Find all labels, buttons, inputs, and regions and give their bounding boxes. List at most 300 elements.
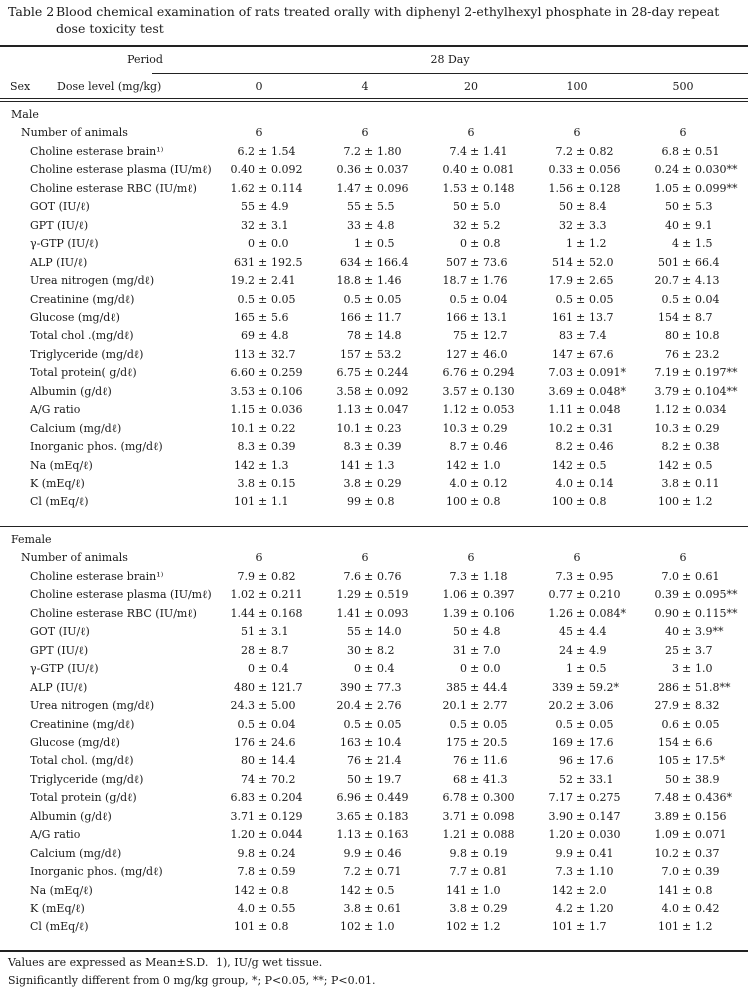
mean-value: 142 xyxy=(552,883,573,897)
plus-minus-sign: ± xyxy=(682,347,692,361)
mean-value: 68 xyxy=(453,772,467,786)
period-value: 28 Day xyxy=(430,53,470,66)
row-label: Na (mEq/ℓ) xyxy=(30,458,93,472)
sd-value: 13.1 xyxy=(483,310,508,324)
mean-value: 9.9 xyxy=(343,846,361,860)
mean-value: 169 xyxy=(552,735,573,749)
sd-value: 0.034 xyxy=(695,403,727,417)
sd-value: 0.114 xyxy=(271,181,303,195)
sd-value: 0.61 xyxy=(377,902,402,915)
sd-value: 4.13 xyxy=(695,274,720,288)
plus-minus-sign: ± xyxy=(258,347,268,361)
sd-value: 192.5 xyxy=(271,255,303,269)
plus-minus-sign: ± xyxy=(258,643,268,657)
row-label: Choline esterase plasma (IU/mℓ) xyxy=(30,163,212,177)
mean-value: 0 xyxy=(354,662,361,676)
mean-value: 83 xyxy=(559,329,573,343)
plus-minus-sign: ± xyxy=(364,181,374,195)
sd-value: 0.053 xyxy=(483,403,515,417)
plus-minus-sign: ± xyxy=(576,144,586,158)
sd-value: 0.39 xyxy=(271,440,296,454)
sd-value: 10.8 xyxy=(695,329,720,343)
sd-value: 0.8 xyxy=(377,495,395,509)
sd-value: 1.0 xyxy=(483,883,501,897)
table-row xyxy=(0,753,750,771)
header-double-rule-top xyxy=(0,98,748,99)
mean-value: 76 xyxy=(665,347,679,361)
plus-minus-sign: ± xyxy=(576,218,586,232)
mean-value: 0 xyxy=(460,237,467,251)
row-label: A/G ratio xyxy=(30,403,81,417)
table-title: Blood chemical examination of rats treated orally with diphenyl 2-ethylhexyl phosphate in 28-day repeat dose toxicity test xyxy=(56,4,720,36)
plus-minus-sign: ± xyxy=(258,569,268,583)
sd-value: 4.8 xyxy=(483,625,501,639)
sd-value: 0.156 xyxy=(695,809,727,823)
mean-value: 514 xyxy=(552,255,573,269)
sd-value: 0.030** xyxy=(695,163,738,177)
sd-value: 0.044 xyxy=(271,828,303,842)
sd-value: 0.29 xyxy=(483,421,508,435)
plus-minus-sign: ± xyxy=(470,735,480,749)
mean-value: 154 xyxy=(658,310,679,324)
sd-value: 11.7 xyxy=(377,310,402,324)
sd-value: 23.2 xyxy=(695,347,720,361)
mean-value: 18.8 xyxy=(336,274,361,288)
plus-minus-sign: ± xyxy=(258,717,268,731)
table-row xyxy=(0,199,750,217)
sd-value: 0.5 xyxy=(589,662,607,676)
row-label: GPT (IU/ℓ) xyxy=(30,218,89,232)
table-row xyxy=(0,606,750,624)
plus-minus-sign: ± xyxy=(258,495,268,509)
table-row xyxy=(0,328,750,346)
animal-count: 6 xyxy=(255,551,263,565)
mean-value: 480 xyxy=(234,680,255,694)
plus-minus-sign: ± xyxy=(470,680,480,694)
mean-value: 176 xyxy=(234,735,255,749)
mean-value: 0 xyxy=(248,662,255,676)
plus-minus-sign: ± xyxy=(364,347,374,361)
sd-value: 3.1 xyxy=(271,625,289,639)
mean-value: 20.2 xyxy=(548,699,573,713)
mean-value: 3.71 xyxy=(442,809,467,823)
sd-value: 0.128 xyxy=(589,181,621,195)
dose-header-3: 100 xyxy=(566,80,588,93)
mean-value: 1.12 xyxy=(654,403,679,417)
table-row-number-of-animals xyxy=(0,550,750,568)
plus-minus-sign: ± xyxy=(470,292,480,306)
mean-value: 7.3 xyxy=(449,569,467,583)
sd-value: 0.5 xyxy=(377,237,395,251)
sd-value: 0.23 xyxy=(377,421,402,435)
plus-minus-sign: ± xyxy=(682,163,692,177)
sd-value: 1.80 xyxy=(377,144,402,158)
sd-value: 3.9** xyxy=(695,625,724,639)
animal-count: 6 xyxy=(573,126,581,140)
table-row xyxy=(0,883,750,901)
footnote-mean-sd: Values are expressed as Mean±S.D. xyxy=(8,956,209,969)
sd-value: 13.7 xyxy=(589,310,614,324)
plus-minus-sign: ± xyxy=(576,846,586,860)
sd-value: 0.168 xyxy=(271,606,303,620)
table-row xyxy=(0,864,750,882)
sd-value: 0.05 xyxy=(483,717,508,731)
mean-value: 141 xyxy=(340,458,361,472)
plus-minus-sign: ± xyxy=(576,625,586,639)
sd-value: 0.61 xyxy=(695,569,720,583)
sd-value: 0.104** xyxy=(695,384,738,398)
mean-value: 4 xyxy=(672,237,679,251)
sd-value: 0.129 xyxy=(271,809,303,823)
sd-value: 0.081 xyxy=(483,163,515,177)
mean-value: 0.40 xyxy=(442,163,467,177)
table-row xyxy=(0,846,750,864)
mean-value: 30 xyxy=(347,643,361,657)
sd-value: 41.3 xyxy=(483,772,508,786)
plus-minus-sign: ± xyxy=(364,754,374,768)
plus-minus-sign: ± xyxy=(470,144,480,158)
plus-minus-sign: ± xyxy=(258,366,268,380)
sd-value: 5.6 xyxy=(271,310,289,324)
plus-minus-sign: ± xyxy=(258,920,268,934)
header-double-rule-bottom xyxy=(0,101,748,102)
plus-minus-sign: ± xyxy=(364,144,374,158)
sd-value: 1.2 xyxy=(695,920,713,934)
table-row xyxy=(0,236,750,254)
mean-value: 1.06 xyxy=(442,588,467,602)
row-label: Na (mEq/ℓ) xyxy=(30,883,93,897)
footnote-unit: 1), IU/g wet tissue. xyxy=(216,956,323,969)
sd-value: 9.1 xyxy=(695,218,713,232)
mean-value: 1.13 xyxy=(336,403,361,417)
mean-value: 7.3 xyxy=(555,865,573,879)
dose-header-2: 20 xyxy=(464,80,478,93)
mean-value: 6.75 xyxy=(336,366,361,380)
mean-value: 1.26 xyxy=(548,606,573,620)
mean-value: 3.90 xyxy=(548,809,573,823)
plus-minus-sign: ± xyxy=(364,458,374,472)
sd-value: 21.4 xyxy=(377,754,402,768)
mean-value: 1.13 xyxy=(336,828,361,842)
sd-value: 53.2 xyxy=(377,347,402,361)
sd-value: 7.0 xyxy=(483,643,501,657)
plus-minus-sign: ± xyxy=(682,625,692,639)
plus-minus-sign: ± xyxy=(258,680,268,694)
sd-value: 0.048 xyxy=(589,403,621,417)
plus-minus-sign: ± xyxy=(470,569,480,583)
sd-value: 0.31 xyxy=(589,421,614,435)
plus-minus-sign: ± xyxy=(364,588,374,602)
mean-value: 6.78 xyxy=(442,791,467,805)
table-row xyxy=(0,181,750,199)
mean-value: 7.2 xyxy=(555,144,573,158)
mean-value: 76 xyxy=(347,754,361,768)
footnote-significance: Significantly different from 0 mg/kg group, *; P<0.05, **; P<0.01. xyxy=(8,974,376,987)
plus-minus-sign: ± xyxy=(258,458,268,472)
mean-value: 75 xyxy=(453,329,467,343)
table-row xyxy=(0,569,750,587)
mean-value: 0 xyxy=(248,237,255,251)
mean-value: 45 xyxy=(559,625,573,639)
plus-minus-sign: ± xyxy=(470,754,480,768)
mean-value: 7.48 xyxy=(654,791,679,805)
plus-minus-sign: ± xyxy=(470,791,480,805)
row-label: Creatinine (mg/dℓ) xyxy=(30,717,135,731)
table-row xyxy=(0,624,750,642)
plus-minus-sign: ± xyxy=(364,680,374,694)
mean-value: 32 xyxy=(453,218,467,232)
mean-value: 7.4 xyxy=(449,144,467,158)
mean-value: 10.1 xyxy=(230,421,255,435)
plus-minus-sign: ± xyxy=(364,329,374,343)
mean-value: 154 xyxy=(658,735,679,749)
mean-value: 1.20 xyxy=(548,828,573,842)
row-label: Calcium (mg/dℓ) xyxy=(30,421,122,435)
sd-value: 2.41 xyxy=(271,274,296,288)
sd-value: 0.091* xyxy=(589,366,626,380)
mean-value: 127 xyxy=(446,347,467,361)
sd-value: 0.81 xyxy=(483,865,508,879)
dose-header-4: 500 xyxy=(672,80,694,93)
table-row xyxy=(0,439,750,457)
plus-minus-sign: ± xyxy=(258,625,268,639)
sd-value: 1.2 xyxy=(589,237,607,251)
mean-value: 101 xyxy=(658,920,679,934)
plus-minus-sign: ± xyxy=(470,828,480,842)
mean-value: 3.53 xyxy=(230,384,255,398)
mean-value: 1.44 xyxy=(230,606,255,620)
plus-minus-sign: ± xyxy=(364,569,374,583)
mean-value: 142 xyxy=(234,883,255,897)
sd-value: 0.084* xyxy=(589,606,626,620)
sd-value: 0.41 xyxy=(589,846,614,860)
mean-value: 3.8 xyxy=(343,477,361,490)
sd-value: 0.04 xyxy=(271,717,296,731)
plus-minus-sign: ± xyxy=(576,440,586,454)
mean-value: 3.8 xyxy=(237,477,255,490)
row-label: ALP (IU/ℓ) xyxy=(30,680,88,694)
mean-value: 17.9 xyxy=(548,274,573,288)
sd-value: 0.05 xyxy=(377,717,402,731)
row-label: GOT (IU/ℓ) xyxy=(30,200,90,214)
plus-minus-sign: ± xyxy=(258,255,268,269)
sd-value: 17.6 xyxy=(589,735,614,749)
plus-minus-sign: ± xyxy=(682,809,692,823)
plus-minus-sign: ± xyxy=(258,163,268,177)
plus-minus-sign: ± xyxy=(258,440,268,454)
plus-minus-sign: ± xyxy=(682,735,692,749)
plus-minus-sign: ± xyxy=(576,403,586,417)
sd-value: 0.05 xyxy=(589,717,614,731)
plus-minus-sign: ± xyxy=(576,754,586,768)
mean-value: 165 xyxy=(234,310,255,324)
sd-value: 14.4 xyxy=(271,754,296,768)
table-row xyxy=(0,144,750,162)
plus-minus-sign: ± xyxy=(364,495,374,509)
plus-minus-sign: ± xyxy=(682,699,692,713)
plus-minus-sign: ± xyxy=(576,643,586,657)
sd-value: 2.76 xyxy=(377,699,402,713)
sd-value: 0.82 xyxy=(589,144,614,158)
mean-value: 3.58 xyxy=(336,384,361,398)
dose-header-0: 0 xyxy=(255,80,263,93)
mean-value: 4.0 xyxy=(555,477,573,490)
sd-value: 0.5 xyxy=(589,458,607,472)
dose-label: Dose level (mg/kg) xyxy=(57,80,162,93)
plus-minus-sign: ± xyxy=(258,588,268,602)
plus-minus-sign: ± xyxy=(364,809,374,823)
sd-value: 17.5* xyxy=(695,754,725,768)
mean-value: 8.2 xyxy=(555,440,573,454)
mean-value: 7.19 xyxy=(654,366,679,380)
mean-value: 102 xyxy=(446,920,467,934)
plus-minus-sign: ± xyxy=(364,662,374,676)
sd-value: 0.46 xyxy=(589,440,614,454)
plus-minus-sign: ± xyxy=(470,772,480,786)
plus-minus-sign: ± xyxy=(364,237,374,251)
sd-value: 0.519 xyxy=(377,588,409,602)
plus-minus-sign: ± xyxy=(364,791,374,805)
plus-minus-sign: ± xyxy=(258,699,268,713)
plus-minus-sign: ± xyxy=(576,680,586,694)
row-label: Total protein (g/dℓ) xyxy=(30,791,137,805)
sd-value: 17.6 xyxy=(589,754,614,768)
mean-value: 55 xyxy=(241,200,255,214)
mean-value: 3.69 xyxy=(548,384,573,398)
plus-minus-sign: ± xyxy=(258,421,268,435)
plus-minus-sign: ± xyxy=(258,772,268,786)
sd-value: 0.099** xyxy=(695,181,738,195)
mean-value: 142 xyxy=(552,458,573,472)
plus-minus-sign: ± xyxy=(576,606,586,620)
sd-value: 20.5 xyxy=(483,735,508,749)
mean-value: 40 xyxy=(665,625,679,639)
sd-value: 0.092 xyxy=(271,163,303,177)
sd-value: 0.095** xyxy=(695,588,738,602)
plus-minus-sign: ± xyxy=(364,384,374,398)
mean-value: 1.39 xyxy=(442,606,467,620)
sd-value: 0.294 xyxy=(483,366,515,380)
row-label: Calcium (mg/dℓ) xyxy=(30,846,122,860)
plus-minus-sign: ± xyxy=(364,403,374,417)
mean-value: 1 xyxy=(566,237,573,251)
plus-minus-sign: ± xyxy=(682,902,692,915)
mean-value: 6.2 xyxy=(237,144,255,158)
mean-value: 1.12 xyxy=(442,403,467,417)
sd-value: 5.3 xyxy=(695,200,713,214)
sd-value: 0.275 xyxy=(589,791,621,805)
mean-value: 3.8 xyxy=(343,902,361,915)
plus-minus-sign: ± xyxy=(682,662,692,676)
row-label: Triglyceride (mg/dℓ) xyxy=(30,772,144,786)
mean-value: 1.53 xyxy=(442,181,467,195)
plus-minus-sign: ± xyxy=(470,865,480,879)
row-label: K (mEq/ℓ) xyxy=(30,902,85,915)
mean-value: 20.1 xyxy=(442,699,467,713)
mean-value: 101 xyxy=(234,920,255,934)
sd-value: 0.8 xyxy=(695,883,713,897)
plus-minus-sign: ± xyxy=(576,477,586,490)
sd-value: 0.19 xyxy=(483,846,508,860)
sd-value: 4.9 xyxy=(271,200,289,214)
sd-value: 7.4 xyxy=(589,329,607,343)
mean-value: 25 xyxy=(665,643,679,657)
sd-value: 0.300 xyxy=(483,791,515,805)
mean-value: 76 xyxy=(453,754,467,768)
mean-value: 100 xyxy=(552,495,573,509)
mean-value: 28 xyxy=(241,643,255,657)
mean-value: 0.5 xyxy=(449,717,467,731)
table-row xyxy=(0,698,750,716)
row-label: Total protein( g/dℓ) xyxy=(30,366,137,380)
plus-minus-sign: ± xyxy=(470,477,480,490)
mean-value: 101 xyxy=(234,495,255,509)
plus-minus-sign: ± xyxy=(470,310,480,324)
sd-value: 0.39 xyxy=(695,865,720,879)
mean-value: 1.09 xyxy=(654,828,679,842)
mean-value: 166 xyxy=(340,310,361,324)
plus-minus-sign: ± xyxy=(364,828,374,842)
plus-minus-sign: ± xyxy=(364,772,374,786)
plus-minus-sign: ± xyxy=(258,274,268,288)
sd-value: 0.05 xyxy=(589,292,614,306)
period-label: Period xyxy=(127,53,163,66)
mean-value: 0.77 xyxy=(548,588,573,602)
table-row xyxy=(0,661,750,679)
plus-minus-sign: ± xyxy=(364,735,374,749)
plus-minus-sign: ± xyxy=(682,680,692,694)
table-row xyxy=(0,919,750,937)
sd-value: 32.7 xyxy=(271,347,296,361)
plus-minus-sign: ± xyxy=(364,163,374,177)
plus-minus-sign: ± xyxy=(682,421,692,435)
animal-count: 6 xyxy=(467,551,475,565)
sd-value: 0.24 xyxy=(271,846,296,860)
mean-value: 0.5 xyxy=(555,292,573,306)
mean-value: 0.5 xyxy=(343,717,361,731)
mean-value: 0 xyxy=(460,662,467,676)
plus-minus-sign: ± xyxy=(682,274,692,288)
plus-minus-sign: ± xyxy=(682,588,692,602)
plus-minus-sign: ± xyxy=(682,920,692,934)
plus-minus-sign: ± xyxy=(682,292,692,306)
plus-minus-sign: ± xyxy=(682,200,692,214)
sd-value: 0.8 xyxy=(483,495,501,509)
plus-minus-sign: ± xyxy=(258,237,268,251)
mean-value: 3.89 xyxy=(654,809,679,823)
mean-value: 1 xyxy=(354,237,361,251)
plus-minus-sign: ± xyxy=(576,255,586,269)
row-label: GOT (IU/ℓ) xyxy=(30,625,90,639)
plus-minus-sign: ± xyxy=(470,809,480,823)
row-label: Cl (mEq/ℓ) xyxy=(30,495,89,509)
bottom-rule xyxy=(0,950,748,952)
mean-value: 7.3 xyxy=(555,569,573,583)
mean-value: 0.5 xyxy=(449,292,467,306)
table-row xyxy=(0,587,750,605)
mean-value: 0.5 xyxy=(555,717,573,731)
sd-value: 1.1 xyxy=(271,495,289,509)
sd-value: 70.2 xyxy=(271,772,296,786)
plus-minus-sign: ± xyxy=(682,440,692,454)
plus-minus-sign: ± xyxy=(576,347,586,361)
table-row xyxy=(0,218,750,236)
plus-minus-sign: ± xyxy=(576,735,586,749)
table-row xyxy=(0,790,750,808)
mean-value: 50 xyxy=(559,200,573,214)
table-row xyxy=(0,717,750,735)
mean-value: 24 xyxy=(559,643,573,657)
